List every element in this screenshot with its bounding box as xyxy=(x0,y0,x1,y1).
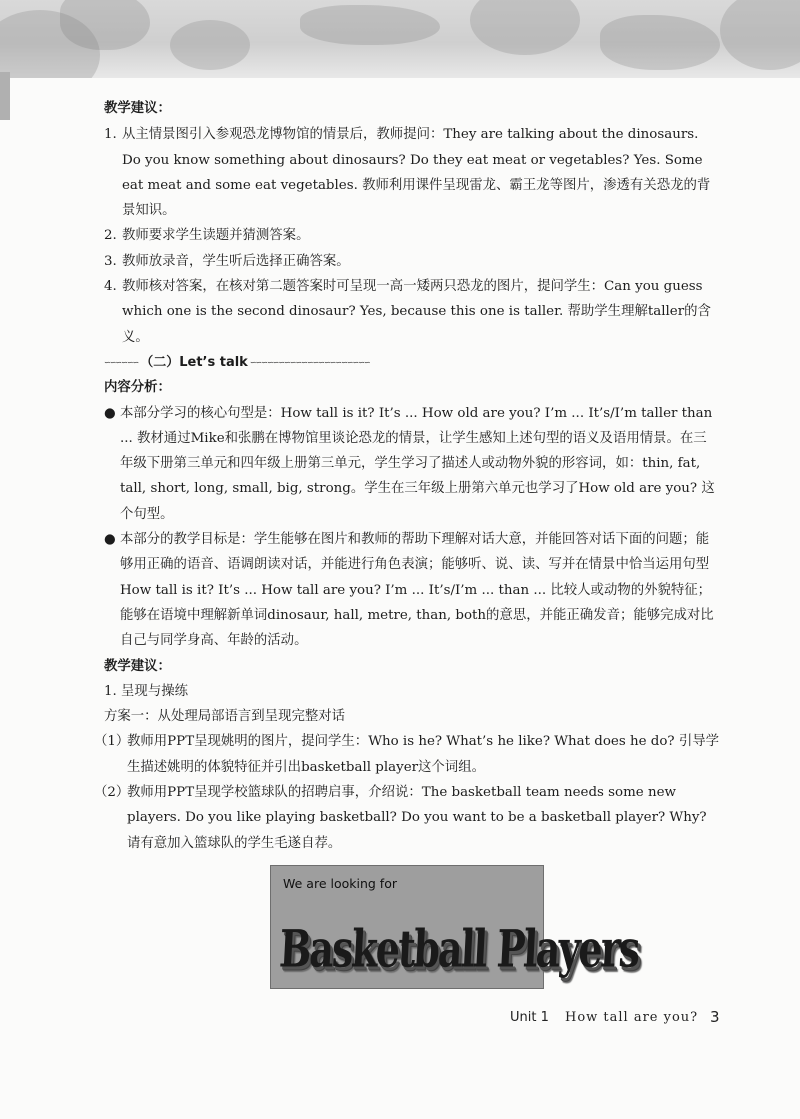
list-item xyxy=(104,249,720,274)
step-text: 教师用PPT呈现姚明的图片，提问学生：Who is he? What’s he like? What does he do? 引导学生描述姚明的体貌特征并引出basketball player这个词组。 xyxy=(127,734,720,775)
step-number: （1） xyxy=(94,734,130,750)
teaching-suggestions-heading: 教学建议： xyxy=(104,101,171,116)
bullet-item xyxy=(104,527,720,653)
step-number: （2） xyxy=(94,785,130,801)
item-number: 3. xyxy=(104,253,117,269)
wave-ornament-left: ∽∽∽∽∽∽ xyxy=(104,357,139,367)
bullet-item xyxy=(104,401,720,527)
plan-title: 方案一：从处理局部语言到呈现完整对话 xyxy=(104,709,346,725)
banner-edge-strip xyxy=(0,72,10,120)
step-text: 教师用PPT呈现学校篮球队的招聘启事，介绍说：The basketball team needs some new players. Do you like playing basketball? Do you want to be a basketball player? Why? 请有意加入篮球队的学生毛遂自荐。 xyxy=(127,785,707,851)
subsection-title: 1. 呈现与操练 xyxy=(104,683,188,699)
bullet-text: 本部分的教学目标是：学生能够在图片和教师的帮助下理解对话大意，并能回答对话下面的问题；能够用正确的语音、语调朗读对话，并能进行角色表演；能够听、说、读、写并在情景中恰当运用句型How tall is it? It’s ... How tall are you? I’m ... It’s/I’m ... than ... 比较人或动物的外貌特征；能够在语境中理解新单词dinosaur, hall, metre, than, both的意思，并能正确发音；能够完成对比自己与同学身高、年龄的活动。 xyxy=(120,532,714,649)
item-text: 从主情景图引入参观恐龙博物馆的情景后，教师提问：They are talking about the dinosaurs. Do you know something about dinosaurs? Do they eat meat or vegetables? Yes. Some eat meat and some eat vegetables. 教师利用课件呈现雷龙、霸王龙等图片，渗透有关恐龙的背景知识。 xyxy=(122,127,711,219)
page-number: 3 xyxy=(710,1008,720,1026)
teaching-suggestions-heading-2: 教学建议： xyxy=(104,658,171,674)
wave-ornament-right: ∽∽∽∽∽∽∽∽∽∽∽∽∽∽∽∽∽∽∽∽∽ xyxy=(249,357,370,367)
page-body xyxy=(94,96,720,856)
page-footer xyxy=(510,1010,725,1030)
item-text: 教师要求学生读题并猜测答案。 xyxy=(122,228,310,244)
step-item xyxy=(94,780,720,856)
bullet-text: 本部分学习的核心句型是：How tall is it? It’s ... How old are you? I’m ... It’s/I’m taller than ... 教材通过Mike和张鹏在博物馆里谈论恐龙的情景，让学生感知上述句型的语义及语用情景。在三年级下册第三单元和四年级上册第三单元，学生学习了描述人或动物外貌的形容词，如：thin, fat, tall, short, long, small, big, strong。学生在三年级上册第六单元也学习了How old are you? 这个句型。 xyxy=(120,405,715,522)
list-item xyxy=(104,274,720,350)
header-banner-image xyxy=(0,0,800,78)
item-number: 1. xyxy=(104,127,117,143)
content-analysis-heading: 内容分析： xyxy=(104,380,171,396)
footer-unit: Unit 1 xyxy=(510,1010,549,1025)
step-item xyxy=(94,729,720,780)
bullet-dot: ● xyxy=(104,532,116,548)
item-text: 教师核对答案，在核对第二题答案时可呈现一高一矮两只恐龙的图片，提问学生：Can you guess which one is the second dinosaur? Yes, because this one is taller. 帮助学生理解taller的含义。 xyxy=(122,279,711,345)
section-title: （二）Let’s talk xyxy=(140,354,248,370)
list-item xyxy=(104,122,720,223)
bullet-dot: ● xyxy=(104,405,116,421)
list-item xyxy=(104,223,720,248)
footer-title: How tall are you? xyxy=(565,1010,699,1025)
item-number: 2. xyxy=(104,228,117,244)
section-title-lets-talk xyxy=(104,350,720,375)
item-text: 教师放录音，学生听后选择正确答案。 xyxy=(122,253,350,269)
poster-title: Basketball Players xyxy=(277,918,640,979)
item-number: 4. xyxy=(104,279,117,295)
poster-subtitle: We are looking for xyxy=(283,876,397,891)
recruitment-poster-image xyxy=(270,865,640,989)
